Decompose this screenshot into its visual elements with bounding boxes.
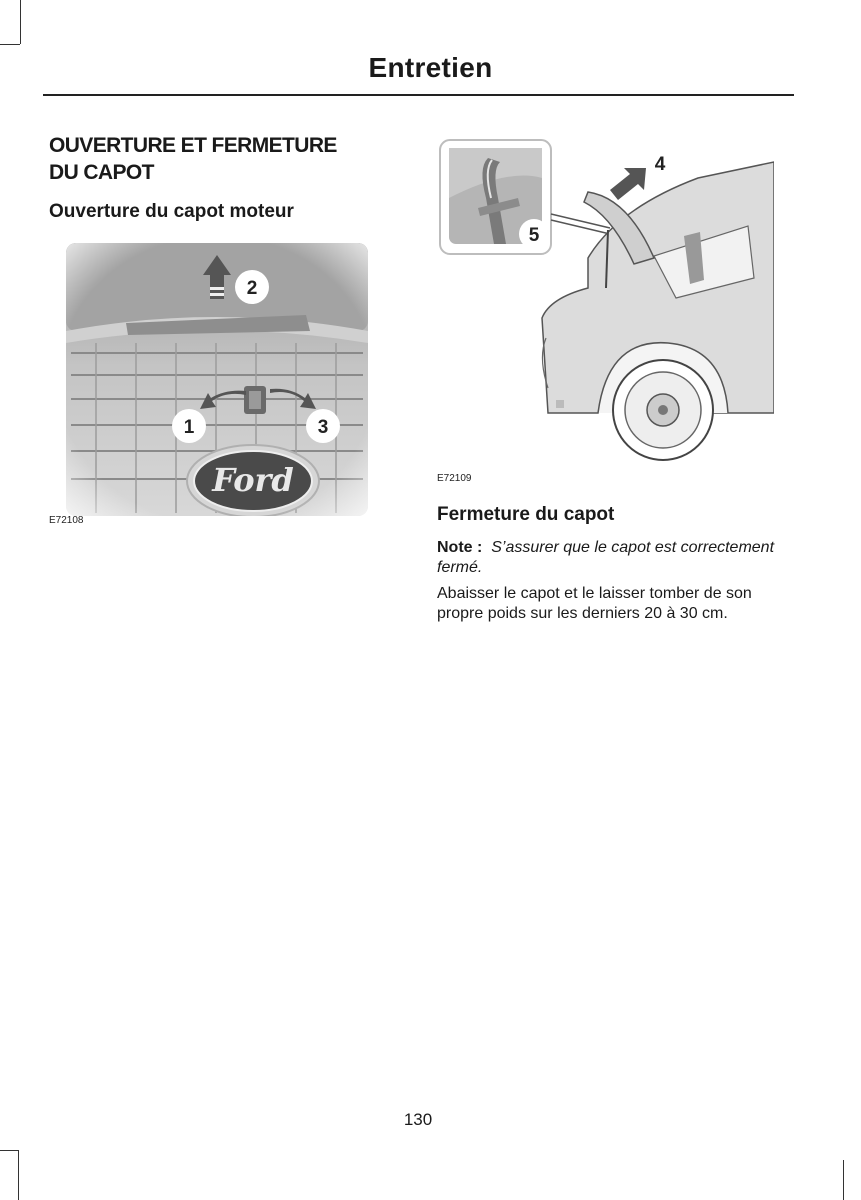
note-block	[437, 538, 797, 578]
section-title-line2: DU CAPOT	[49, 161, 154, 184]
page-header-title: Entretien	[368, 52, 493, 83]
figure-hood-release	[66, 243, 368, 516]
crop-mark	[20, 0, 21, 44]
hood-release-illustration	[66, 243, 368, 516]
crop-mark	[18, 1150, 19, 1200]
crop-mark	[843, 1160, 844, 1200]
crop-mark	[0, 1150, 18, 1151]
section-title	[49, 132, 409, 186]
subtitle-closing: Fermeture du capot	[437, 504, 615, 525]
section-title-line1: OUVERTURE ET FERMETURE	[49, 134, 337, 157]
figure2-code: E72109	[437, 473, 472, 484]
callout-5: 5	[528, 225, 540, 246]
page-number: 130	[403, 1110, 433, 1129]
figure-open-hood	[438, 138, 774, 474]
subtitle-opening: Ouverture du capot moteur	[49, 201, 294, 222]
open-hood-illustration	[438, 138, 774, 474]
closing-paragraph: Abaisser le capot et le laisser tomber de son propre poids sur les derniers 20 à 30 cm.	[437, 585, 752, 622]
note-text: S’assurer que le capot est correctement fermé.	[437, 539, 775, 576]
figure1-code: E72108	[49, 515, 84, 526]
callout-4: 4	[654, 154, 666, 175]
header-divider	[43, 94, 794, 96]
crop-mark	[0, 44, 20, 45]
note-label: Note :	[437, 539, 483, 556]
